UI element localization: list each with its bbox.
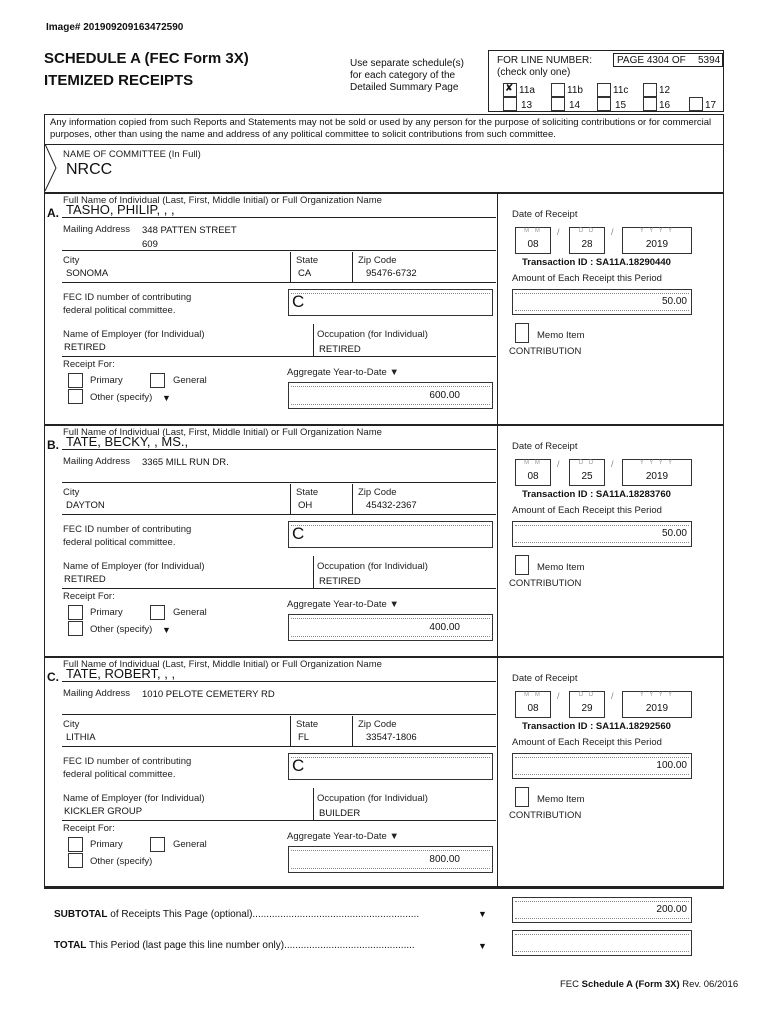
line-number-box <box>488 50 724 112</box>
occupation-value: RETIRED <box>319 344 361 355</box>
column-divider <box>497 424 498 656</box>
state-label: State <box>296 255 319 266</box>
memo-checkbox[interactable] <box>515 787 529 807</box>
column-divider <box>497 192 498 424</box>
amount-field[interactable] <box>512 521 692 547</box>
total-arrow-icon: ▼ <box>478 941 487 951</box>
other-checkbox[interactable] <box>68 389 83 404</box>
day-field[interactable] <box>569 459 605 486</box>
date-hint: Y Y Y Y <box>639 228 675 234</box>
city-value: LITHIA <box>66 732 96 743</box>
divider <box>44 424 724 426</box>
fec-id-field[interactable] <box>288 289 493 316</box>
occupation-label: Occupation (for Individual) <box>317 329 428 340</box>
date-hint: Y Y Y Y <box>639 692 675 698</box>
checkbox-13[interactable] <box>503 97 517 111</box>
city-label: City <box>63 255 80 266</box>
checkbox-16[interactable] <box>643 97 657 111</box>
mailing-label: Mailing Address <box>63 688 131 699</box>
year-value: 2019 <box>645 471 669 482</box>
full-name-label: Full Name of Individual (Last, First, Middle Initial) or Full Organization Name <box>63 427 382 438</box>
field-divider <box>352 484 353 514</box>
footer <box>560 979 738 990</box>
transaction-id: Transaction ID : SA11A.18292560 <box>522 721 671 732</box>
underline <box>62 217 496 218</box>
other-checkbox[interactable] <box>68 621 83 636</box>
column-divider <box>497 656 498 888</box>
full-name-label: Full Name of Individual (Last, First, Middle Initial) or Full Organization Name <box>63 195 382 206</box>
primary-checkbox[interactable] <box>68 373 83 388</box>
aggregate-label: Aggregate Year-to-Date ▼ <box>287 831 399 842</box>
other-label: Other (specify) <box>90 624 153 635</box>
underline <box>62 282 496 283</box>
year-field[interactable] <box>622 691 692 718</box>
day-field[interactable] <box>569 691 605 718</box>
receipt-for-label: Receipt For: <box>63 591 115 602</box>
month-field[interactable] <box>515 691 551 718</box>
page-number-box <box>613 53 723 67</box>
underline <box>62 714 496 715</box>
mailing-address-line1: 1010 PELOTE CEMETERY RD <box>142 689 275 700</box>
form-title: SCHEDULE A (FEC Form 3X) <box>44 50 249 67</box>
line-number-label: FOR LINE NUMBER: <box>497 55 593 66</box>
fec-id-label: FEC ID number of contributing <box>63 756 192 767</box>
mailing-label: Mailing Address <box>63 456 131 467</box>
memo-text: CONTRIBUTION <box>509 810 582 821</box>
other-checkbox[interactable] <box>68 853 83 868</box>
contributor-name: TATE, BECKY, , MS., <box>66 434 189 449</box>
option-label: 16 <box>659 100 671 111</box>
state-value: OH <box>298 500 313 511</box>
city-label: City <box>63 487 80 498</box>
other-arrow-icon: ▼ <box>162 625 171 635</box>
general-label: General <box>173 375 207 386</box>
option-label: 12 <box>659 85 671 96</box>
entry-letter: A. <box>47 206 59 220</box>
occupation-value: RETIRED <box>319 576 361 587</box>
underline <box>62 681 496 682</box>
footer-suffix: Rev. 06/2016 <box>679 979 739 990</box>
aggregate-field[interactable] <box>288 614 493 641</box>
employer-value: KICKLER GROUP <box>64 806 143 817</box>
amount-value: 100.00 <box>656 760 687 771</box>
month-field[interactable] <box>515 227 551 254</box>
month-value: 08 <box>527 471 539 482</box>
state-value: FL <box>298 732 310 743</box>
fec-id-label: federal political committee. <box>63 305 176 316</box>
zip-value: 33547-1806 <box>366 732 417 743</box>
page-total: 5394 <box>698 55 721 66</box>
date-of-receipt-label: Date of Receipt <box>512 441 578 452</box>
underline <box>62 482 496 483</box>
instructions-line: for each category of the <box>350 70 456 81</box>
field-divider <box>313 788 314 820</box>
aggregate-field[interactable] <box>288 382 493 409</box>
underline <box>62 449 496 450</box>
date-hint: M M <box>524 460 542 466</box>
field-divider <box>352 716 353 746</box>
footer-prefix: FEC <box>560 979 582 990</box>
field-divider <box>290 716 291 746</box>
option-label: 11b <box>567 85 583 96</box>
amount-label: Amount of Each Receipt this Period <box>512 737 662 748</box>
day-field[interactable] <box>569 227 605 254</box>
divider <box>44 656 724 658</box>
date-hint: D D <box>578 460 596 466</box>
memo-text: CONTRIBUTION <box>509 578 582 589</box>
employer-value: RETIRED <box>64 342 106 353</box>
total-label <box>54 940 415 951</box>
receipt-for-label: Receipt For: <box>63 359 115 370</box>
page-label: PAGE 4304 OF <box>617 55 686 66</box>
other-label: Other (specify) <box>90 856 153 867</box>
transaction-id: Transaction ID : SA11A.18290440 <box>522 257 671 268</box>
zip-label: Zip Code <box>358 487 397 498</box>
footer-bold: Schedule A (Form 3X) <box>581 979 680 990</box>
general-checkbox[interactable] <box>150 373 165 388</box>
option-label: 14 <box>569 100 581 111</box>
subtotal-bold: SUBTOTAL <box>54 909 108 920</box>
transaction-id: Transaction ID : SA11A.18283760 <box>522 489 671 500</box>
zip-label: Zip Code <box>358 255 397 266</box>
instructions <box>350 58 464 94</box>
other-arrow-icon: ▼ <box>162 393 171 403</box>
field-divider <box>290 484 291 514</box>
checkbox-15[interactable] <box>597 97 611 111</box>
occupation-value: BUILDER <box>319 808 361 819</box>
memo-label: Memo Item <box>537 794 585 805</box>
state-value: CA <box>298 268 312 279</box>
zip-value: 45432-2367 <box>366 500 417 511</box>
amount-field[interactable] <box>512 753 692 779</box>
aggregate-value: 600.00 <box>429 390 460 401</box>
underline <box>62 356 496 357</box>
field-divider <box>313 324 314 356</box>
day-value: 28 <box>581 239 593 250</box>
zip-value: 95476-6732 <box>366 268 417 279</box>
city-value: SONOMA <box>66 268 109 279</box>
option-label: 11a <box>519 85 535 96</box>
general-checkbox[interactable] <box>150 605 165 620</box>
fec-prefix: C <box>292 524 305 543</box>
receipt-for-label: Receipt For: <box>63 823 115 834</box>
memo-checkbox[interactable] <box>515 323 529 343</box>
year-value: 2019 <box>645 239 669 250</box>
disclaimer: Any information copied from such Reports and Statements may not be sold or used by any person for the purpose of soliciting contributions or for commercial purposes, other than using the name and address of any political committee to solicit contributions from such committee. <box>50 117 712 140</box>
subtotal-field[interactable] <box>512 897 692 923</box>
aggregate-value: 800.00 <box>429 854 460 865</box>
general-label: General <box>173 839 207 850</box>
field-divider <box>290 252 291 282</box>
aggregate-value: 400.00 <box>429 622 460 633</box>
month-field[interactable] <box>515 459 551 486</box>
state-label: State <box>296 719 319 730</box>
occupation-label: Occupation (for Individual) <box>317 793 428 804</box>
option-label: 13 <box>521 100 533 111</box>
date-hint: D D <box>578 692 596 698</box>
underline <box>62 514 496 515</box>
primary-checkbox[interactable] <box>68 605 83 620</box>
contributor-name: TATE, ROBERT, , , <box>66 666 176 681</box>
year-field[interactable] <box>622 227 692 254</box>
fec-id-field[interactable] <box>288 521 493 548</box>
employer-value: RETIRED <box>64 574 106 585</box>
checkbox-11a[interactable] <box>503 83 517 97</box>
date-hint: Y Y Y Y <box>639 460 675 466</box>
entry-letter: B. <box>47 438 59 452</box>
checkbox-11c[interactable] <box>597 83 611 97</box>
amount-label: Amount of Each Receipt this Period <box>512 505 662 516</box>
day-value: 29 <box>581 703 593 714</box>
fec-id-label: FEC ID number of contributing <box>63 524 192 535</box>
date-hint: M M <box>524 228 542 234</box>
entry-letter: C. <box>47 670 59 684</box>
mailing-address-line2: 609 <box>142 239 158 250</box>
subtotal-value: 200.00 <box>656 904 687 915</box>
form-subtitle: ITEMIZED RECEIPTS <box>44 72 194 89</box>
full-name-label: Full Name of Individual (Last, First, Middle Initial) or Full Organization Name <box>63 659 382 670</box>
divider <box>44 144 724 145</box>
checkbox-12[interactable] <box>643 83 657 97</box>
primary-label: Primary <box>90 375 123 386</box>
underline <box>62 588 496 589</box>
year-field[interactable] <box>622 459 692 486</box>
mailing-address-line1: 348 PATTEN STREET <box>142 225 237 236</box>
divider <box>44 192 724 194</box>
checkbox-14[interactable] <box>551 97 565 111</box>
primary-checkbox[interactable] <box>68 837 83 852</box>
primary-label: Primary <box>90 607 123 618</box>
underline <box>62 820 496 821</box>
primary-label: Primary <box>90 839 123 850</box>
general-label: General <box>173 607 207 618</box>
date-of-receipt-label: Date of Receipt <box>512 673 578 684</box>
aggregate-label: Aggregate Year-to-Date ▼ <box>287 599 399 610</box>
zip-label: Zip Code <box>358 719 397 730</box>
year-value: 2019 <box>645 703 669 714</box>
other-label: Other (specify) <box>90 392 153 403</box>
fec-prefix: C <box>292 756 305 775</box>
date-hint: M M <box>524 692 542 698</box>
city-value: DAYTON <box>66 500 105 511</box>
total-text: This Period (last page this line number only)............................................... <box>86 940 415 951</box>
fec-id-label: federal political committee. <box>63 537 176 548</box>
memo-label: Memo Item <box>537 562 585 573</box>
committee-label: NAME OF COMMITTEE (In Full) <box>63 149 201 160</box>
checkmark-icon: ✘ <box>505 83 514 94</box>
mailing-label: Mailing Address <box>63 224 131 235</box>
subtotal-text: of Receipts This Page (optional)............................................................ <box>107 909 420 920</box>
employer-label: Name of Employer (for Individual) <box>63 793 205 804</box>
contributor-name: TASHO, PHILIP, , , <box>66 202 175 217</box>
fec-id-label: FEC ID number of contributing <box>63 292 192 303</box>
amount-value: 50.00 <box>661 296 687 307</box>
checkbox-17[interactable] <box>689 97 703 111</box>
memo-label: Memo Item <box>537 330 585 341</box>
checkbox-11b[interactable] <box>551 83 565 97</box>
memo-text: CONTRIBUTION <box>509 346 582 357</box>
amount-field[interactable] <box>512 289 692 315</box>
aggregate-label: Aggregate Year-to-Date ▼ <box>287 367 399 378</box>
general-checkbox[interactable] <box>150 837 165 852</box>
image-id: Image# 201909209163472590 <box>46 22 184 33</box>
total-bold: TOTAL <box>54 940 87 951</box>
option-label: 11c <box>613 85 629 96</box>
memo-checkbox[interactable] <box>515 555 529 575</box>
option-label: 15 <box>615 100 627 111</box>
day-value: 25 <box>581 471 593 482</box>
underline <box>62 250 496 251</box>
mailing-address-line1: 3365 MILL RUN DR. <box>142 457 229 468</box>
employer-label: Name of Employer (for Individual) <box>63 561 205 572</box>
total-field[interactable] <box>512 930 692 956</box>
date-hint: D D <box>578 228 596 234</box>
field-divider <box>313 556 314 588</box>
month-value: 08 <box>527 703 539 714</box>
instructions-line: Detailed Summary Page <box>350 82 459 93</box>
state-label: State <box>296 487 319 498</box>
amount-label: Amount of Each Receipt this Period <box>512 273 662 284</box>
instructions-line: Use separate schedule(s) <box>350 58 464 69</box>
committee-name: NRCC <box>66 161 113 178</box>
field-divider <box>352 252 353 282</box>
fec-prefix: C <box>292 292 305 311</box>
city-label: City <box>63 719 80 730</box>
employer-label: Name of Employer (for Individual) <box>63 329 205 340</box>
amount-value: 50.00 <box>661 528 687 539</box>
month-value: 08 <box>527 239 539 250</box>
committee-bracket-icon <box>44 144 58 192</box>
divider <box>44 886 724 888</box>
occupation-label: Occupation (for Individual) <box>317 561 428 572</box>
fec-id-label: federal political committee. <box>63 769 176 780</box>
option-label: 17 <box>705 100 717 111</box>
date-of-receipt-label: Date of Receipt <box>512 209 578 220</box>
fec-id-field[interactable] <box>288 753 493 780</box>
subtotal-label <box>54 909 419 920</box>
subtotal-arrow-icon: ▼ <box>478 909 487 919</box>
underline <box>62 746 496 747</box>
line-number-hint: (check only one) <box>497 67 571 78</box>
aggregate-field[interactable] <box>288 846 493 873</box>
